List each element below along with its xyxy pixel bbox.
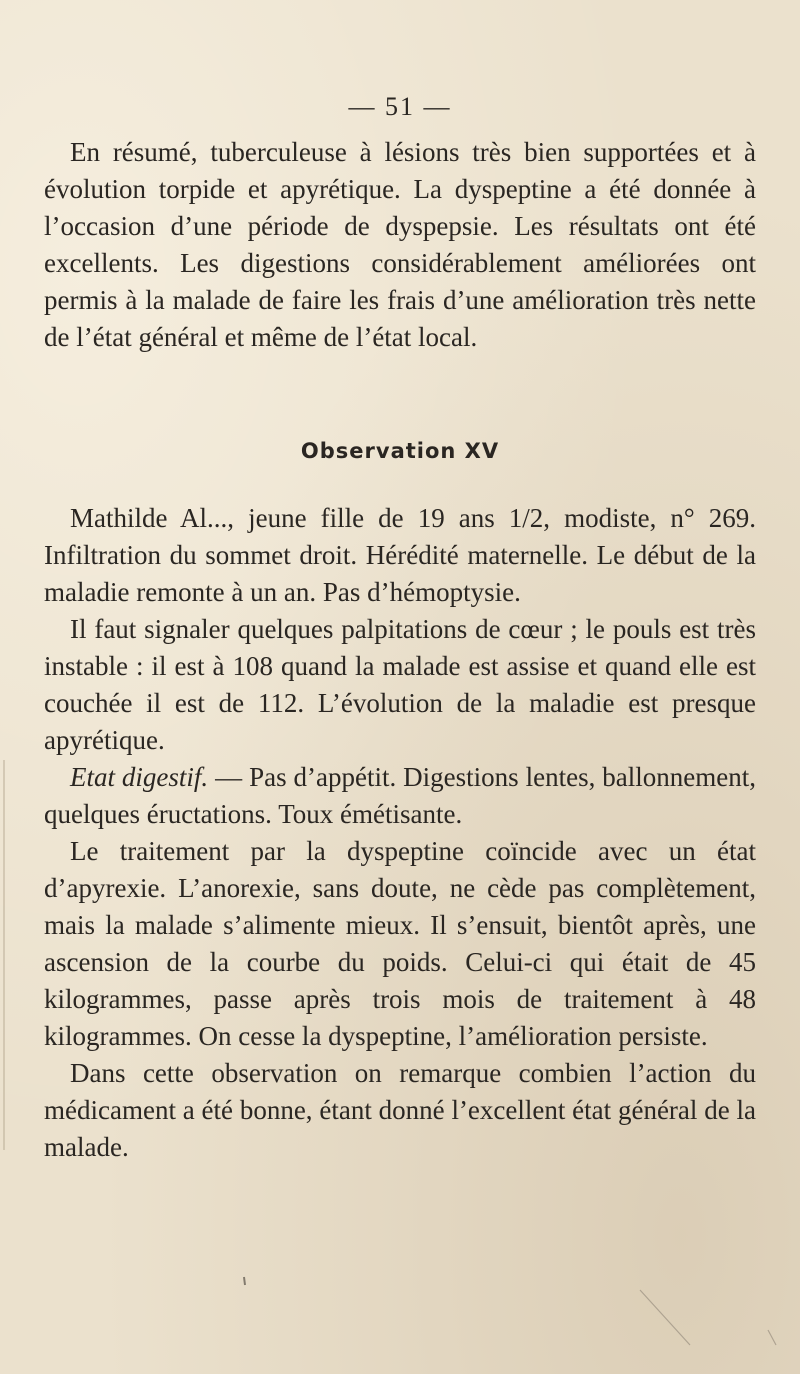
digestive-state-lead: Etat digestif. [70,762,209,792]
paper-scratch [768,1330,776,1345]
summary-paragraph: En résumé, tuberculeuse à lésions très bien supportées et à évolution torpide et apyrétique. La dyspeptine a été donnée à l’occasion d’une période de dyspepsie. Les résultats ont été excellents. Les digestions considérablement améliorées ont permis à la malade de faire les frais d’une amélioration très nette de l’état général et même de l’état local. [44,137,756,352]
digestive-state-text: — Pas d’appétit. Digestions lentes, ballonnement, quelques éructations. Toux émétisante. [44,762,756,829]
paragraph-pulse: Il faut signaler quelques palpitations de cœur ; le pouls est très instable : il est à 108 quand la malade est assise et quand elle est couchée il est de 112. L’évolution de la maladie est presque apyrétique. [44,614,756,755]
page-number: — 51 — [348,92,452,121]
paragraph-conclusion: Dans cette observation on remarque combien l’action du médicament a été bonne, étant donné l’excellent état général de la malade. [44,1058,756,1162]
paper-scratch [244,1277,245,1285]
paragraph-treatment: Le traitement par la dyspeptine coïncide avec un état d’apyrexie. L’anorexie, sans doute, ne cède pas complètement, mais la malade s’alimente mieux. Il s’ensuit, bientôt après, une ascension de la courbe du poids. Celui-ci qui était de 45 kilogrammes, passe après trois mois de traitement à 48 kilogrammes. On cesse la dyspeptine, l’amélioration persiste. [44,836,756,1051]
paper-scratch [640,1290,690,1345]
paragraph-patient: Mathilde Al..., jeune fille de 19 ans 1/2, modiste, n° 269. Infiltration du sommet droit. Hérédité maternelle. Le début de la maladie remonte à un an. Pas d’hémoptysie. [44,503,756,607]
observation-title: Observation XV [300,439,500,463]
